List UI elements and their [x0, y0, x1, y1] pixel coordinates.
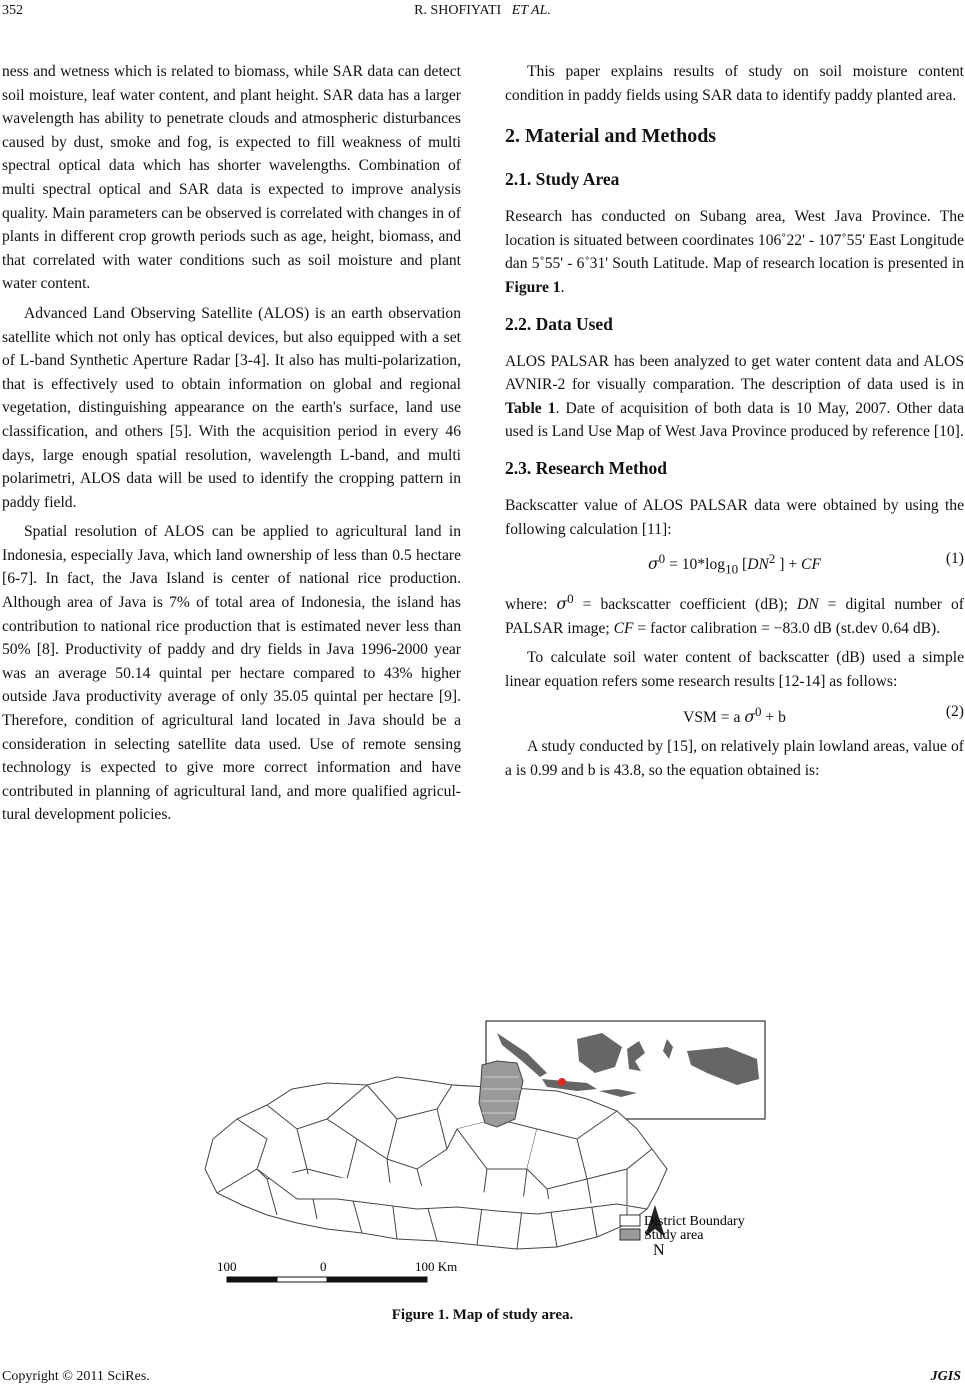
figure-link[interactable]: Figure 1	[505, 278, 561, 296]
left-column	[2, 60, 461, 833]
variable: DN	[796, 596, 819, 614]
text: where:	[505, 596, 557, 614]
equation-body: VSM = a $\sigma^0 + b$	[683, 703, 786, 726]
equation-1	[505, 547, 964, 581]
legend-district-label: District Boundary	[644, 1214, 745, 1229]
text: = backscatter coefficient (dB);	[573, 596, 797, 614]
paragraph: where: $\sigma^0$ = backscatter coefficient (dB); DN = digital number of PALSAR image; CF = factor calibration = −83.0 dB (st.dev 0.64 dB).	[505, 591, 964, 637]
paragraph: This paper explains results of study on soil moisture content condition in paddy fields using SAR data to identify paddy planted area.	[505, 63, 964, 104]
table-link[interactable]: Table 1	[505, 399, 556, 417]
equation-2	[505, 700, 964, 730]
equation-body: $\sigma^0 = 10*\log_{10}$ [$DN^2$ ] + CF	[648, 551, 821, 577]
paragraph: To calculate soil water content of backscatter (dB) used a simple linear equation refers some research results [12-14] as follows:	[505, 649, 964, 690]
scale-label-zero: 0	[320, 1259, 327, 1274]
paragraph: Backscatter value of ALOS PALSAR data were obtained by using the following calculation [11]:	[505, 496, 964, 538]
figure-caption: Figure 1. Map of study area.	[391, 1307, 574, 1323]
text: = factor calibration = −83.0 dB (st.dev 0.64 dB).	[633, 619, 941, 637]
equation-number: (1)	[945, 550, 964, 568]
header-etal: ET AL.	[511, 3, 551, 18]
subsection-heading: 2.3. Research Method	[505, 457, 668, 478]
footer-copyright: Copyright © 2011 SciRes.	[2, 1369, 150, 1384]
equation-number: (2)	[945, 702, 964, 720]
text: . Date of acquisition of both data is 10 May, 2007. Other data used is Land Use Map of West Java Province produced by reference [10].	[505, 399, 965, 441]
paragraph	[505, 350, 964, 444]
study-area-map	[197, 1019, 767, 1291]
variable: CF	[613, 619, 634, 637]
location-marker	[558, 1078, 566, 1086]
header-authors: R. SHOFIYATI	[414, 3, 502, 18]
scale-label-right: 100 Km	[415, 1259, 458, 1274]
paragraph: Spatial resolution of ALOS can be applied to agricultural land in Indonesia, especially Java, which land ownership of less than 0.5 hectare [6-7]. In fact, the Java Island is center of national rice production. Although area of Java is 7% of total area of Indonesia, the island has contribution to national rice production that is estimated never less than 50% [8]. Productivity of paddy and dry fields in Java 1996-2000 year was an average 50.14 quintal per hectare compared to 43% higher outside Java productivity average of only 35.05 quintal per hectare [9]. Therefore, condition of agricultural land located in Java should be a consideration in selecting satellite data used. Use of remote sensing technology is expected to give more correct information and have contributed in planning of agricultural land, and more qualified agricul-tural development policies.	[2, 523, 461, 824]
right-column	[505, 60, 964, 789]
north-label: N	[653, 1242, 665, 1259]
paragraph: A study conducted by [15], on relatively plain lowland areas, value of a is 0.99 and b is 43.8, so the equation obtained is:	[505, 738, 964, 779]
map-figure	[197, 1019, 767, 1291]
text: ALOS PALSAR has been analyzed to get water content data and ALOS AVNIR-2 for visually comparation. The description of data used is in	[505, 352, 964, 394]
scale-label-left: 100	[217, 1259, 237, 1274]
paragraph: ness and wetness which is related to biomass, while SAR data can detect soil moisture, leaf water content, and plant height. SAR data has a larger wavelength has ability to penetrate clouds and atmospheric disturbances caused by dust, smoke and fog, is expected to fill weakness of multi spectral optical data which has shorter wavelengths. Combination of multi spectral optical and SAR data is expected to improve analysis quality. Main parameters can be observed is correlated with changes in of plants in different crop growth periods such as age, height, biomass, and that correlated with water conditions such as soil moisture and plant water content.	[2, 63, 461, 293]
page-number: 352	[2, 3, 23, 18]
subsection-heading: 2.1. Study Area	[505, 169, 620, 190]
footer-journal: JGIS	[930, 1369, 961, 1384]
running-header	[0, 3, 965, 19]
text: Research has conducted on Subang area, West Java Province. The location is situated between coordinates 106˚22' - 107˚55' East Longitude dan 5˚55' - 6˚31' South Latitude. Map of research location is presented in	[505, 208, 964, 273]
legend-study-label: Study area	[644, 1228, 704, 1243]
text: = digital number of PALSAR image;	[505, 596, 964, 637]
section-heading: 2. Material and Methods	[505, 125, 717, 148]
paragraph: Research has conducted on Subang area, West Java Province. The location is situated between coordinates 106˚22' - 107˚55' East Longitude dan 5˚55' - 6˚31' South Latitude. Map of research location is presented in Figure 1.	[505, 208, 964, 296]
subsection-heading: 2.2. Data Used	[505, 313, 613, 334]
paragraph: Advanced Land Observing Satellite (ALOS) is an earth observation satellite which not only has optical devices, but also equipped with a set of L-band Synthetic Aperture Radar [3-4]. It also has multi-polarization, that is effectively used to obtain information on global and regional vegetation, distinguishing appearance on the earth's surface, land use classification, and others [5]. With the acquisition period in every 46 days, large enough spatial resolution, wavelength L-band, and multi polarimetri, ALOS data will be used to identify the cropping pattern in paddy field.	[2, 304, 461, 511]
